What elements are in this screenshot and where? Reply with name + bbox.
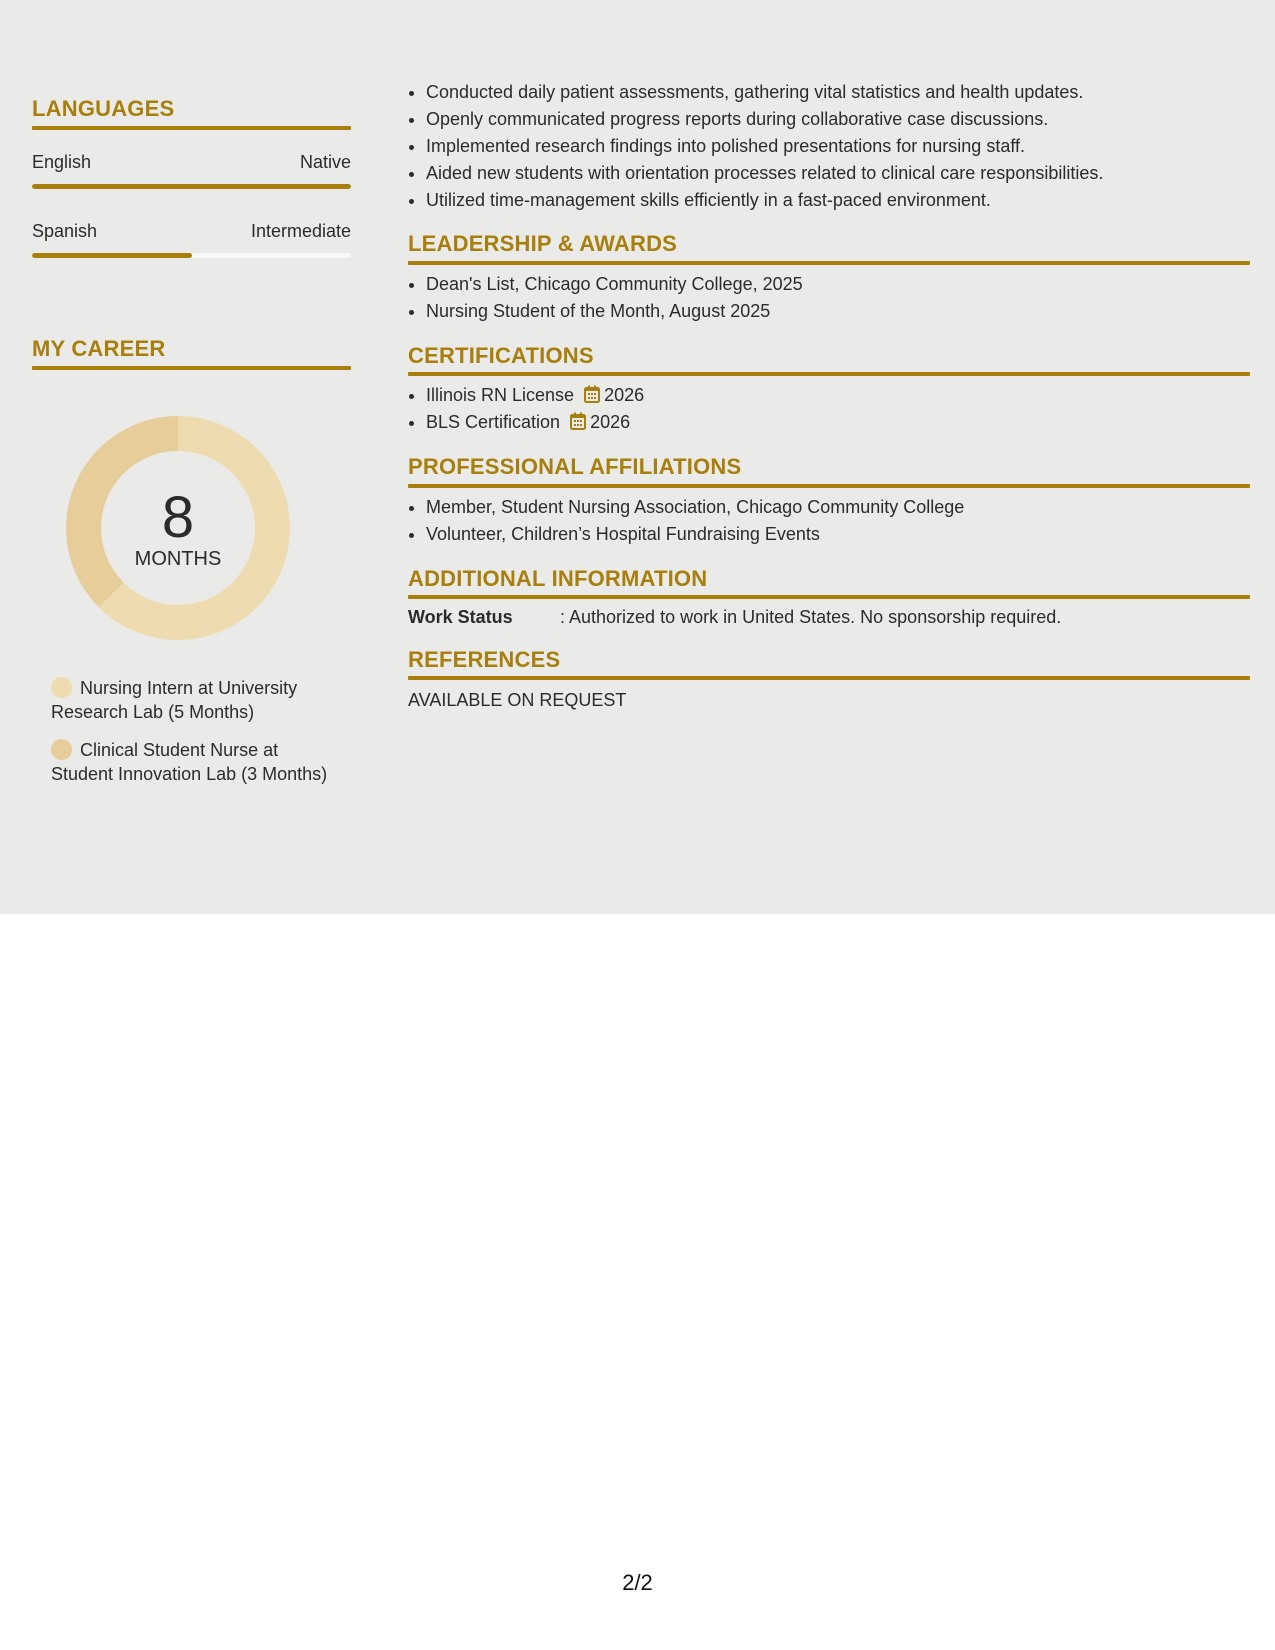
affiliations-rule [408,484,1250,488]
legend-label: Nursing Intern at University Research Lab (5 Months) [51,678,298,722]
certifications-list [408,382,1250,436]
list-item: • Implemented research findings into polished presentations for nursing staff. [426,133,1250,160]
language-row-english [32,152,351,173]
leadership-rule [408,261,1250,265]
work-status-row [408,604,1250,631]
additional-title: ADDITIONAL INFORMATION [408,566,708,591]
career-title: MY CAREER [32,336,166,361]
legend-dot [51,739,72,760]
affiliations-list [408,494,1250,548]
language-bar-spanish [32,253,351,258]
language-level: Intermediate [250,221,351,241]
language-row-spanish [32,221,351,242]
legend-item [51,738,331,786]
legend-item [51,676,331,724]
certification-year: 2026 [590,412,631,432]
donut-total-unit: MONTHS [134,548,222,570]
references-title: REFERENCES [408,647,561,672]
language-level: Native [299,152,351,172]
donut-center [66,416,290,640]
language-bar-english [32,184,351,189]
list-item: • Dean's List, Chicago Community College, 2025 [426,271,1250,298]
list-item: • Conducted daily patient assessments, gathering vital statistics and health updates. [426,79,1250,106]
languages-title: LANGUAGES [32,96,175,121]
list-item: • Member, Student Nursing Association, Chicago Community College [426,494,1250,521]
legend-label: Clinical Student Nurse at Student Innovation Lab (3 Months) [51,740,328,784]
certification-name: Illinois RN License [426,385,575,405]
language-name: Spanish [32,221,98,241]
leadership-list [408,271,1250,325]
language-bar-fill [32,253,192,258]
certification-year: 2026 [604,385,645,405]
list-item [426,382,1250,409]
affiliations-title: PROFESSIONAL AFFILIATIONS [408,454,742,479]
references-text: AVAILABLE ON REQUEST [408,690,627,710]
references-rule [408,676,1250,680]
list-item: • Openly communicated progress reports during collaborative case discussions. [426,106,1250,133]
donut-total-value: 8 [161,485,195,550]
work-status-value: : Authorized to work in United States. No sponsorship required. [560,607,1062,627]
certifications-rule [408,372,1250,376]
list-item: • Aided new students with orientation processes related to clinical care responsibilities. [426,160,1250,187]
legend-dot [51,677,72,698]
career-rule [32,366,351,370]
leadership-title: LEADERSHIP & AWARDS [408,231,678,256]
work-status-label: Work Status [408,607,513,627]
certification-name: BLS Certification [426,412,561,432]
list-item: • Utilized time-management skills efficiently in a fast-paced environment. [426,187,1250,214]
page-number: 2/2 [622,1570,653,1595]
additional-rule [408,595,1250,599]
language-bar-fill [32,184,351,189]
certifications-title: CERTIFICATIONS [408,343,594,368]
languages-rule [32,126,351,130]
language-name: English [32,152,92,172]
list-item: • Nursing Student of the Month, August 2025 [426,298,1250,325]
list-item: • Volunteer, Children’s Hospital Fundraising Events [426,521,1250,548]
calendar-icon [570,412,586,430]
calendar-icon [584,385,600,403]
experience-bullets [408,79,1250,214]
list-item [426,409,1250,436]
